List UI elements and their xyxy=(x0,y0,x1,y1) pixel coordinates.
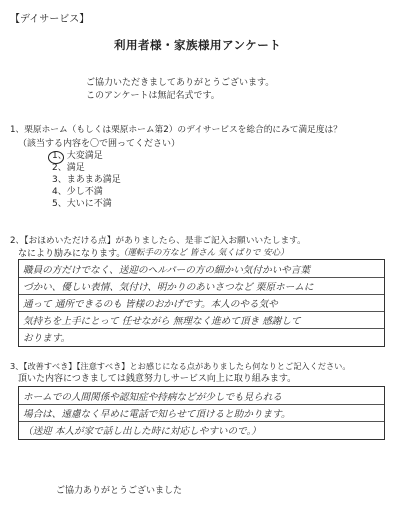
footer-thanks: ご協力ありがとうございました xyxy=(56,486,183,496)
q2-answer-line: 気持ちを上手にとって 任せながら 無理なく進めて頂き 感謝して xyxy=(23,316,301,327)
q3-sub: 頂いた内容につきましては銭意努力しサービス向上に取り組みます。 xyxy=(18,374,297,384)
q2-sub: なにより励みになります。 xyxy=(18,249,126,259)
answer-rule xyxy=(19,277,384,278)
q1-hint: （該当する内容を〇で囲ってください） xyxy=(18,139,181,149)
answer-rule xyxy=(19,421,384,422)
q3-answer-line: 場合は、遠慮なく早めに電話で知らせて頂けると助かります。 xyxy=(23,409,291,420)
q2-answer-line: づかい、優しい表情、気付け、明かりのあいさつなど 栗原ホームに xyxy=(23,282,314,293)
q2-answer-line: おります。 xyxy=(23,333,71,344)
q3-answer-line: ホームでの人間関係や認知症や持病などが少しでも見られる xyxy=(23,392,283,403)
q2-answer-box xyxy=(18,259,385,347)
q1-option-1: 1、大変満足 xyxy=(52,151,103,161)
q1-option-4: 4、少し不満 xyxy=(52,187,103,197)
q1-option-3: 3、まあまあ満足 xyxy=(52,175,121,185)
page-title: 利用者様・家族様用アンケート xyxy=(114,38,282,52)
answer-rule xyxy=(19,311,384,312)
q2-answer-line: 職員の方だけでなく、送迎のヘルパーの方の細かい気付かいや言葉 xyxy=(23,265,310,276)
intro-line-2: このアンケートは無記名式です。 xyxy=(86,91,220,101)
q3-answer-line: （送迎 本人が家で話し出した時に対応しやすいので。） xyxy=(23,426,261,437)
answer-rule xyxy=(19,328,384,329)
service-tag: 【デイサービス】 xyxy=(10,14,90,25)
answer-rule xyxy=(19,404,384,405)
q2-handwritten-annotation: （運転手の方など 皆さん 気くばりで 安心） xyxy=(119,248,289,258)
answer-rule xyxy=(19,294,384,295)
q3-answer-box xyxy=(18,386,385,440)
intro-line-1: ご協力いただきましてありがとうございます。 xyxy=(86,78,275,88)
q3-text: 3、【改善すべき】【注意すべき】とお感じになる点がありましたら何なりとご記入ください。 xyxy=(10,361,351,371)
q2-answer-line: 通って 通所できるのも 皆様のおかげです。本人のやる気や xyxy=(23,299,278,310)
q1-text: 1、栗原ホーム（もしくは栗原ホーム第2）のデイサービスを総合的にみて満足度は？ xyxy=(10,125,342,135)
q2-text: 2、【おほめいただける点】がありましたら、是非ご記入お願いいたします。 xyxy=(10,236,306,246)
q1-option-5: 5、大いに不満 xyxy=(52,199,112,209)
q1-option-2: 2、満足 xyxy=(52,163,85,173)
